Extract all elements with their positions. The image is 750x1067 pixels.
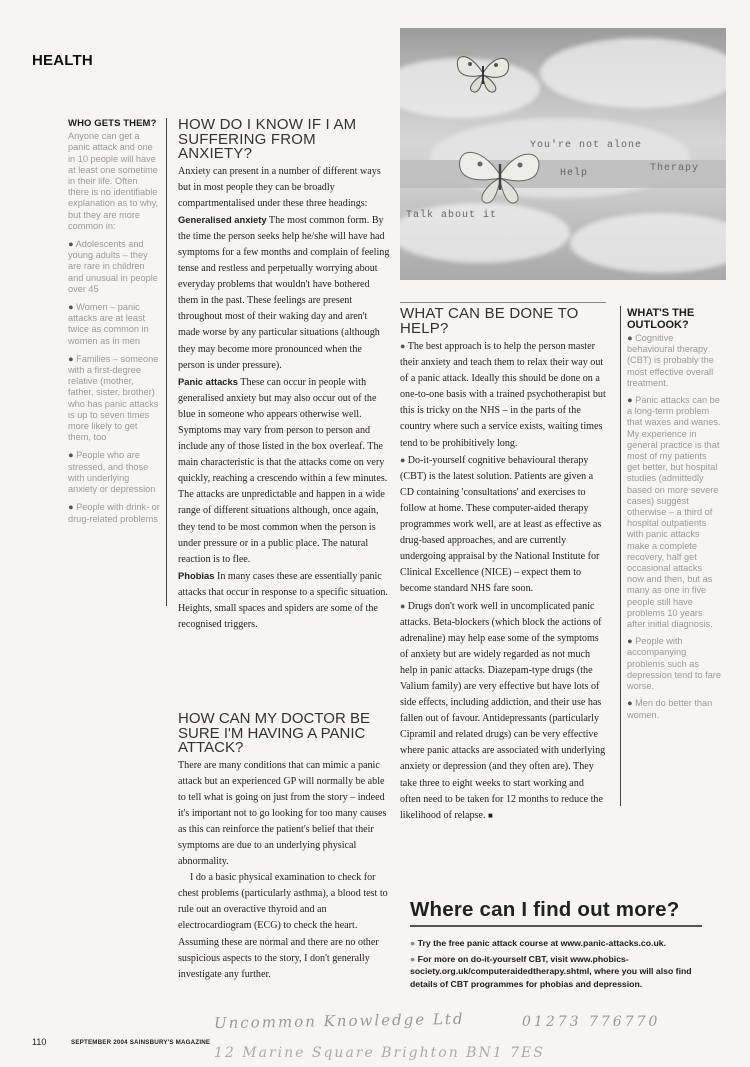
issue-line: SEPTEMBER 2004 SAINSBURY'S MAGAZINE [71, 1039, 211, 1046]
photo-caption: Talk about it [406, 210, 498, 221]
section-label: HEALTH [32, 52, 93, 69]
article-column-2 [400, 307, 606, 824]
sidebar-title: WHAT'S THE OUTLOOK? [627, 307, 695, 331]
list-item: ● People with drink- or drug-related problems [68, 502, 160, 524]
paragraph: Anxiety can present in a number of different ways but in most people they can be broadly compartmentalised under these three headings: [178, 165, 381, 209]
sidebar-outlook [627, 307, 721, 727]
paragraph: ● Do-it-yourself cognitive behavioural therapy (CBT) is the latest solution. Patients are given a CD containing 'consultations' and exercises to follow at home. These computer-aided therapy programmes work well, are at least as effective as drug-based approaches, and are currently undergoing appraisal by the National Institute for Clinical Excellence (NICE) – expect them to become standard NHS fare soon. [400, 454, 602, 595]
list-item: ● Families – someone with a first-degree relative (mother, father, sister, brother) who has panic attacks is up to seven times more likely to get them, too [68, 353, 159, 443]
sidebar-who-gets-them [68, 118, 160, 532]
list-item: ● People who are stressed, and those with underlying anxiety or depression [68, 450, 156, 495]
article-column-1 [178, 118, 390, 633]
divider [166, 118, 167, 606]
divider [400, 302, 606, 303]
list-item: ● Adolescents and young adults – they are rare in children and unusual in people over 45 [68, 239, 158, 294]
heading-doctor: HOW CAN MY DOCTOR BE SURE I'M HAVING A PANIC ATTACK? [178, 710, 370, 756]
paragraph: I do a basic physical examination to check for chest problems (particularly asthma), a blood test to rule out an overactive thyroid and an electrocardiogram (ECG) to check the heart. Assuming these are normal and there are no other suspicious aspects to the story, I don't generally investigate any further. [178, 872, 388, 980]
resource-line: ● Try the free panic attack course at www.panic-attacks.co.uk. [410, 938, 666, 948]
handwritten-note: 12 Marine Square Brighton BN1 7ES [214, 1045, 545, 1061]
divider [620, 306, 621, 806]
paragraph: Panic attacks These can occur in people with generalised anxiety but may also occur out of the blue in someone who appears otherwise well. Symptoms may vary from person to person and include any of those listed in the box overleaf. The main characteristic is that the attacks come on very quickly, reaching a crescendo within a few minutes. The attacks are unpredictable and happen in a wide range of different situations although, once again, they tend to be most common when the person is under pressure or in a public place. The natural reaction is to flee. [178, 375, 388, 565]
list-item: ● Panic attacks can be a long-term problem that waxes and wanes. My experience in general practice is that most of my patients get better, but hospital studies (admittedly based on more severe cases) suggest otherwise – a third of hospital outpatients with panic attacks make a complete recovery, half get occasional attacks now and then, but as many as one in five people still have problems 10 years after initial diagnosis. [627, 395, 721, 630]
divider [410, 925, 702, 927]
resource-line: ● For more on do-it-yourself CBT, visit www.phobics-society.org.uk/computeraidedtherapy.shtml, where you will also find details of CBT programmes for phobias and depression. [410, 953, 692, 989]
page-number: 110 [32, 1037, 47, 1047]
find-out-more-box [410, 898, 710, 993]
sidebar-intro: Anyone can get a panic attack and one in 10 people will have at least one sometime in their life. Often there is no identifiable explanation as to why, but they are more common in: [68, 131, 159, 231]
paragraph: ● Drugs don't work well in uncomplicated panic attacks. Beta-blockers (which block the actions of adrenaline) may help ease some of the symptoms of anxiety but are widely regarded as not much help in panic attacks. Diazepam-type drugs (the Valium family) are very effective but have lots of side effects, including addiction, and their use has fallen out of favour. Antidepressants (particularly Cipramil and related drugs) can be very effective where panic attacks are associated with underlying anxiety or depression (and they often are). They take three to eight weeks to start working and often need to be taken for 12 months to reduce the likelihood of relapse. ■ [400, 600, 606, 821]
list-item: ● Cognitive behavioural therapy (CBT) is probably the most effective overall treatment. [627, 333, 714, 388]
list-item: ● People with accompanying problems such as depression tend to fare worse. [627, 636, 721, 692]
photo-caption: You're not alone [530, 140, 643, 151]
butterfly-icon [448, 48, 518, 98]
heading-help: WHAT CAN BE DONE TO HELP? [400, 305, 579, 337]
sidebar-title: WHO GETS THEM? [68, 118, 157, 129]
photo-caption: Therapy [650, 163, 700, 174]
paragraph: There are many conditions that can mimic a panic attack but an experienced GP will normally be able to tell what is going on just from the story – indeed it's important not to go looking for too many causes as this can reinforce the patient's belief that their symptoms are due to an underlying physical abnormality. [178, 759, 387, 868]
handwritten-note: Uncommon Knowledge Ltd [213, 1009, 465, 1033]
handwritten-note: 01273 776770 [522, 1014, 661, 1030]
paragraph: ● The best approach is to help the person master their anxiety and teach them to relax their way out of a panic attack. Ideally this should be done on a one-to-one basis with a trained psychotherapist but this is tricky on the NHS – in the parts of the country where such a service exists, waiting times tend to be prohibitively long. [400, 341, 606, 449]
paragraph: Generalised anxiety The most common form. By the time the person seeks help he/she will have had symptoms for a few months and complain of feeling tense and restless and perpetually worrying about everyday problems that wouldn't have bothered them in the past. These feelings are present throughout most of their waking day and aren't made worse by any particular situations (although they may become more pronounced when the person is under pressure). [178, 213, 390, 371]
paragraph: Phobias In many cases these are essentially panic attacks that occur in response to a specific situation. Heights, small spaces and spiders are some of the recognised triggers. [178, 569, 388, 631]
list-item: ● Women – panic attacks are at least twice as common in women as in men [68, 302, 149, 346]
photo-caption: Help [560, 168, 589, 179]
find-out-more-heading: Where can I find out more? [410, 898, 680, 921]
list-item: ● Men do better than women. [627, 698, 713, 720]
butterfly-photo [400, 28, 726, 280]
article-column-1b [178, 712, 390, 983]
heading-anxiety: HOW DO I KNOW IF I AM SUFFERING FROM ANXIETY? [178, 116, 357, 162]
